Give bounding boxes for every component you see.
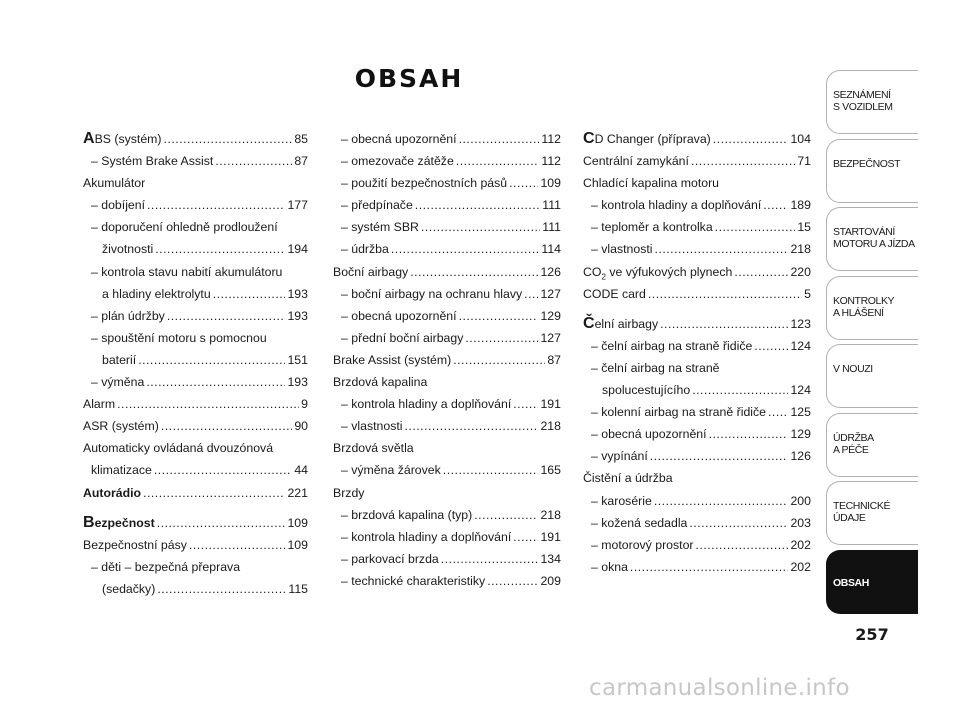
index-entry[interactable]: Akumulátor [83, 176, 146, 191]
page-ref: 177 [287, 198, 308, 213]
index-entry[interactable]: – kožená sedadla ..... 203 [583, 512, 811, 534]
leader-dots [660, 313, 788, 335]
index-entry[interactable]: – kontrola hladiny a doplňování ..... 191 [333, 526, 561, 548]
page-ref: 109 [287, 515, 308, 530]
leader-dots [456, 150, 540, 172]
leader-dots [650, 445, 789, 467]
index-entry[interactable]: – děti – bezpečná přeprava [91, 559, 241, 574]
section-initial: C [583, 130, 595, 147]
index-entry-continuation[interactable]: spolucestujícího ..... 124 [583, 379, 811, 401]
leader-dots [443, 459, 539, 481]
leader-dots [143, 482, 285, 504]
page-title: OBSAH [354, 64, 464, 93]
tab-v-nouzi[interactable]: V NOUZI [826, 344, 918, 408]
index-entry[interactable]: – okna ..... 202 [583, 556, 811, 578]
page-ref: 109 [540, 176, 561, 191]
page-ref: 193 [287, 375, 308, 390]
index-entry[interactable]: – spouštění motoru s pomocnou [91, 330, 267, 345]
page-ref: 193 [287, 308, 308, 323]
leader-dots [189, 534, 286, 556]
leader-dots [754, 335, 788, 357]
index-entry[interactable]: Alarm ..... 9 [83, 393, 308, 415]
page-ref: 9 [301, 397, 308, 412]
leader-dots [655, 238, 789, 260]
page-ref: 209 [540, 573, 561, 588]
index-entry[interactable]: Brzdová světla [333, 441, 414, 456]
leader-dots [157, 512, 286, 534]
page-ref: 127 [540, 330, 561, 345]
index-entry[interactable]: – karosérie ..... 200 [583, 490, 811, 512]
page-ref: 193 [287, 286, 308, 301]
page-ref: 71 [797, 154, 811, 169]
section-initial: Č [583, 314, 595, 332]
index-entry[interactable]: – obecná upozornění ..... 129 [333, 305, 561, 327]
leader-dots [117, 393, 299, 415]
tab-kontrolky[interactable]: KONTROLKY A HLÁŠENÍ [826, 276, 918, 340]
index-entry[interactable]: Bezpečnost ..... 109 [83, 512, 308, 534]
leader-dots [713, 128, 789, 150]
page-ref: 115 [288, 581, 308, 596]
index-entry[interactable]: – systém SBR ..... 111 [333, 216, 561, 238]
index-column-2 [333, 128, 561, 592]
page-ref: 5 [804, 286, 811, 301]
tab-udrzba[interactable]: ÚDRŽBA A PÉČE [826, 413, 918, 477]
page-ref: 112 [541, 154, 561, 169]
page-ref: 220 [790, 264, 811, 279]
index-entry[interactable]: CD Changer (příprava) ..... 104 [583, 128, 811, 150]
leader-dots [157, 578, 286, 600]
index-entry-continuation[interactable]: životnosti ..... 194 [83, 238, 308, 260]
index-entry[interactable]: CODE card ..... 5 [583, 283, 811, 305]
leader-dots [692, 379, 788, 401]
page-ref: 109 [287, 537, 308, 552]
leader-dots [648, 283, 802, 305]
leader-dots [441, 548, 539, 570]
index-entry[interactable]: Čelní airbagy ..... 123 [583, 313, 811, 335]
page-ref: 218 [790, 242, 811, 257]
page-ref: 189 [790, 198, 811, 213]
index-entry-continuation[interactable]: a hladiny elektrolytu ..... 193 [83, 283, 308, 305]
leader-dots [524, 283, 538, 305]
index-entry[interactable]: – parkovací brzda ..... 134 [333, 548, 561, 570]
index-entry[interactable]: – kontrola hladiny a doplňování ..... 191 [333, 393, 561, 415]
page-ref: 218 [540, 507, 561, 522]
page-ref: 200 [790, 493, 811, 508]
index-entry[interactable]: Brake Assist (systém) ..... 87 [333, 349, 561, 371]
page-ref: 124 [790, 383, 811, 398]
index-entry[interactable]: – výměna žárovek ..... 165 [333, 459, 561, 481]
page-ref: 127 [540, 286, 561, 301]
page-ref: 111 [542, 220, 561, 235]
leader-dots [164, 128, 293, 150]
page-ref: 15 [797, 220, 811, 235]
index-entry[interactable]: – omezovače zátěže ..... 112 [333, 150, 561, 172]
index-entry[interactable]: Autorádio ..... 221 [83, 482, 308, 504]
page-ref: 191 [540, 529, 561, 544]
index-entry-continuation[interactable]: klimatizace ..... 44 [83, 459, 308, 481]
leader-dots [154, 459, 292, 481]
page-ref: 202 [790, 537, 811, 552]
page-ref: 104 [790, 132, 811, 146]
leader-dots [487, 570, 538, 592]
index-entry[interactable]: Chladící kapalina motoru [583, 176, 720, 191]
page-ref: 221 [287, 485, 308, 500]
page-ref: 165 [540, 463, 561, 478]
index-entry[interactable]: Brzdy [333, 485, 365, 500]
index-entry[interactable]: – boční airbagy na ochranu hlavy ..... 127 [333, 283, 561, 305]
page-ref: 194 [287, 242, 308, 257]
index-entry[interactable]: – vlastnosti ..... 218 [583, 238, 811, 260]
tab-obsah[interactable]: OBSAH [826, 550, 918, 614]
index-entry[interactable]: ABS (systém) ..... 85 [83, 128, 308, 150]
tab-bezpecnost[interactable]: BEZPEČNOST [826, 139, 918, 203]
section-initial: A [83, 130, 95, 147]
index-entry[interactable]: – vypínání ..... 126 [583, 445, 811, 467]
index-entry[interactable]: $CO_2$ ve výfukových plynech ..... 220 [583, 261, 811, 283]
leader-dots [459, 305, 539, 327]
leader-dots [768, 401, 788, 423]
leader-dots [513, 526, 538, 548]
page-ref: 123 [790, 316, 811, 331]
leader-dots [215, 150, 292, 172]
page-ref: 202 [790, 559, 811, 574]
page-ref: 124 [790, 338, 811, 353]
index-entry[interactable]: Čistění a údržba [583, 471, 673, 486]
leader-dots [421, 216, 540, 238]
leader-dots [763, 194, 788, 216]
leader-dots [474, 504, 538, 526]
page-ref: 126 [540, 264, 561, 279]
page-ref: 134 [540, 551, 561, 566]
leader-dots [167, 305, 286, 327]
index-entry[interactable]: – výměna ..... 193 [83, 371, 308, 393]
index-entry[interactable]: ASR (systém) ..... 90 [83, 415, 308, 437]
index-entry[interactable]: – vlastnosti ..... 218 [333, 415, 561, 437]
index-entry[interactable]: Bezpečnostní pásy ..... 109 [83, 534, 308, 556]
index-entry[interactable]: – teploměr a kontrolka ..... 15 [583, 216, 811, 238]
watermark: carmanualsonline.info [589, 675, 850, 701]
index-entry[interactable]: – údržba ..... 114 [333, 238, 561, 260]
leader-dots [696, 534, 789, 556]
leader-dots [513, 393, 538, 415]
leader-dots [630, 556, 789, 578]
page-ref: 85 [294, 132, 308, 146]
section-initial: B [83, 513, 95, 531]
leader-dots [161, 415, 292, 437]
index-entry[interactable]: – dobíjení ..... 177 [83, 194, 308, 216]
index-entry[interactable]: – technické charakteristiky ..... 209 [333, 570, 561, 592]
page-ref: 112 [541, 132, 561, 146]
page-ref: 125 [790, 405, 811, 420]
index-entry[interactable]: – kolenní airbag na straně řidiče ..... 125 [583, 401, 811, 423]
index-entry[interactable]: – obecná upozornění ..... 112 [333, 128, 561, 150]
leader-dots [415, 194, 541, 216]
index-entry[interactable]: Automaticky ovládaná dvouzónová [83, 441, 274, 456]
index-entry[interactable]: – použití bezpečnostních pásů ..... 109 [333, 172, 561, 194]
index-entry[interactable]: – čelní airbag na straně řidiče ..... 124 [583, 335, 811, 357]
page-ref: 129 [540, 308, 561, 323]
leader-dots [709, 423, 789, 445]
index-entry[interactable]: Centrální zamykání ..... 71 [583, 150, 811, 172]
page-ref: 114 [541, 242, 561, 257]
leader-dots [689, 512, 788, 534]
page-ref: 129 [790, 427, 811, 442]
leader-dots [715, 216, 796, 238]
page-ref: 111 [542, 198, 561, 213]
page-ref: 44 [294, 463, 308, 478]
leader-dots [138, 349, 285, 371]
index-entry[interactable]: – kontrola stavu nabití akumulátoru [91, 264, 283, 279]
page-ref: 151 [287, 352, 308, 367]
leader-dots [146, 371, 285, 393]
index-entry-continuation[interactable]: (sedačky) ..... 115 [83, 578, 308, 600]
index-entry[interactable]: – předpínače ..... 111 [333, 194, 561, 216]
index-entry[interactable]: – obecná upozornění ..... 129 [583, 423, 811, 445]
page-number: 257 [855, 625, 889, 644]
page-ref: 126 [790, 449, 811, 464]
leader-dots [734, 261, 788, 283]
index-entry[interactable]: – brzdová kapalina (typ) ..... 218 [333, 504, 561, 526]
leader-dots [465, 327, 538, 349]
leader-dots [410, 261, 538, 283]
leader-dots [391, 238, 540, 260]
leader-dots [147, 194, 285, 216]
leader-dots [405, 415, 539, 437]
tab-seznameni[interactable]: SEZNÁMENÍ S VOZIDLEM [826, 70, 918, 134]
leader-dots [453, 349, 545, 371]
leader-dots [459, 128, 540, 150]
tab-technicke[interactable]: TECHNICKÉ ÚDAJE [826, 481, 918, 545]
section-tabs [826, 70, 918, 618]
index-entry[interactable]: Brzdová kapalina [333, 375, 428, 390]
page-ref: 191 [540, 397, 561, 412]
page-ref: 90 [294, 419, 308, 434]
tab-startovani[interactable]: STARTOVÁNÍ MOTORU A JÍZDA [826, 207, 918, 271]
page-ref: 87 [547, 352, 561, 367]
page-ref: 218 [540, 419, 561, 434]
index-column-1 [83, 128, 308, 600]
leader-dots [509, 172, 538, 194]
index-entry[interactable]: – Systém Brake Assist ..... 87 [83, 150, 308, 172]
page-ref: 87 [294, 154, 308, 169]
index-entry[interactable]: – kontrola hladiny a doplňování ..... 189 [583, 194, 811, 216]
index-entry[interactable]: – čelní airbag na straně [591, 360, 720, 375]
page-ref: 203 [790, 515, 811, 530]
index-entry[interactable]: – plán údržby ..... 193 [83, 305, 308, 327]
index-entry[interactable]: – motorový prostor ..... 202 [583, 534, 811, 556]
index-entry[interactable]: – doporučení ohledně prodloužení [91, 220, 278, 235]
leader-dots [155, 238, 285, 260]
index-entry[interactable]: – přední boční airbagy ..... 127 [333, 327, 561, 349]
leader-dots [654, 490, 789, 512]
index-column-3 [583, 128, 811, 578]
leader-dots [691, 150, 795, 172]
index-entry-continuation[interactable]: baterií ..... 151 [83, 349, 308, 371]
index-entry[interactable]: Boční airbagy ..... 126 [333, 261, 561, 283]
leader-dots [213, 283, 286, 305]
